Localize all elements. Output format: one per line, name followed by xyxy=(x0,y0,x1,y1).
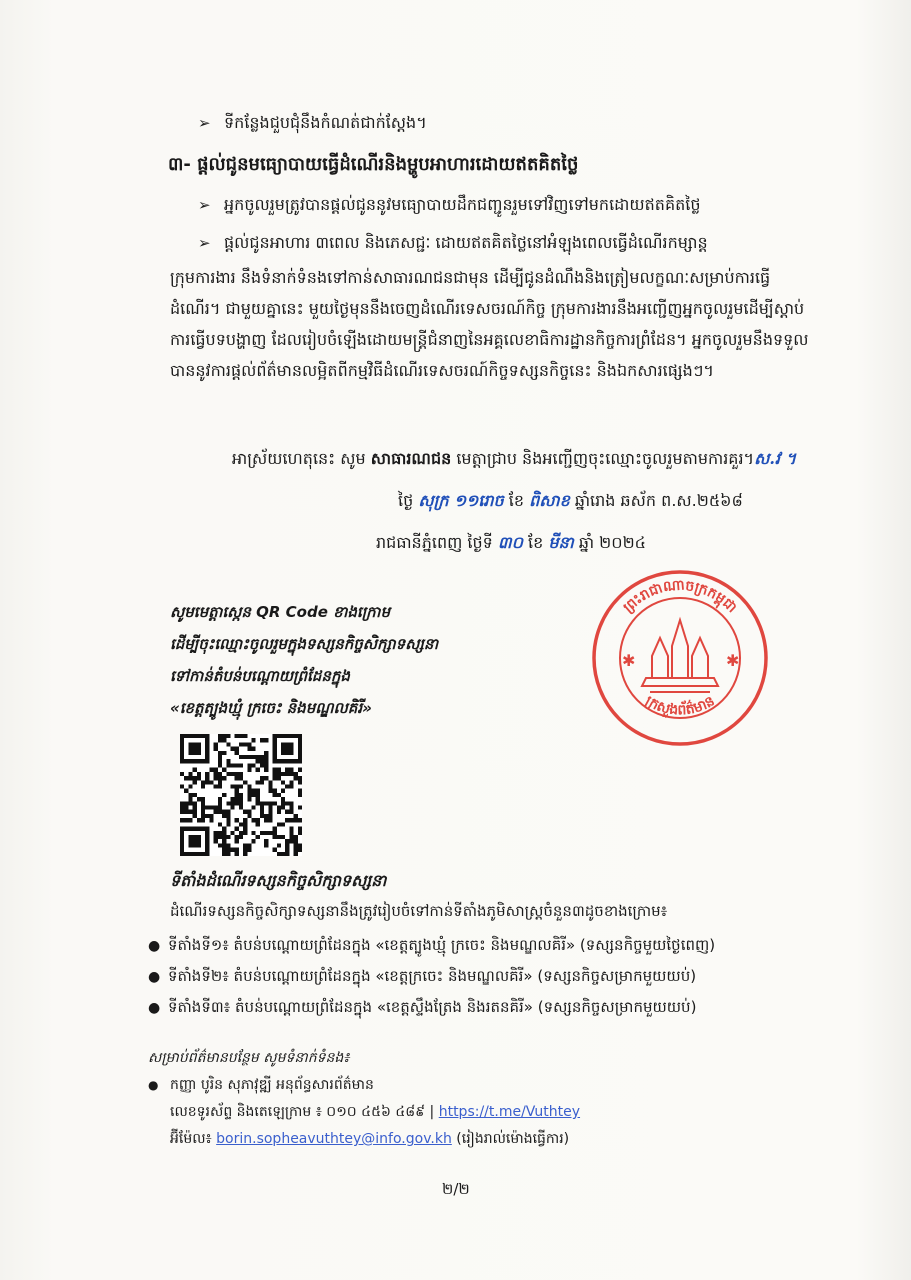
solar-prefix: រាជធានីភ្នំពេញ ថ្ងៃទី xyxy=(376,533,493,552)
contact-email-label: អ៊ីម៉ែល៖ xyxy=(170,1131,212,1147)
notice-public: សាធារណជន xyxy=(370,449,452,468)
svg-text:ព្រះរាជាណាចក្រកម្ពុជា: ព្រះរាជាណាចក្រកម្ពុជា xyxy=(620,577,740,617)
lunar-prefix: ថ្ងៃ xyxy=(398,491,414,510)
section3-sub2 xyxy=(198,232,708,256)
solar-date-line xyxy=(376,532,646,556)
dot-bullet-icon: ● xyxy=(148,1000,161,1016)
location-item xyxy=(148,936,715,958)
qr-caption-line: ទៅកាន់តំបន់បណ្តោយព្រំដែនក្នុង xyxy=(170,667,350,685)
email-link[interactable]: borin.sopheavuthtey@info.gov.kh xyxy=(216,1131,452,1147)
svg-text:✱: ✱ xyxy=(726,651,740,670)
location-item-text: ទីតាំងទី២៖ តំបន់បណ្តោយព្រំដែនក្នុង «ខេត្តក្រចេះ និងមណ្ឌលគិរី» (ទស្សនកិច្ចសម្រាកមួយយប់) xyxy=(168,967,697,985)
solar-day-handwritten: ៣០ xyxy=(497,533,523,552)
lunar-month-prefix: ខែ xyxy=(508,491,524,510)
solar-month-handwritten: មីនា xyxy=(548,533,574,552)
dot-bullet-icon: ● xyxy=(148,1078,159,1092)
dot-bullet-icon: ● xyxy=(148,969,161,985)
location-item xyxy=(148,998,696,1020)
notice-prefix: អាស្រ័យហេតុនេះ សូម xyxy=(232,449,366,468)
page-number: ២/២ xyxy=(442,1180,470,1198)
qr-caption-line: «ខេត្តត្បូងឃ្មុំ ក្រចេះ និងមណ្ឌលគិរី» xyxy=(170,699,372,717)
contact-email-note: (រៀងរាល់ម៉ោងធ្វើការ) xyxy=(456,1131,570,1147)
location-item xyxy=(148,967,696,989)
contact-email-line xyxy=(170,1129,569,1150)
solar-month-prefix: ខែ xyxy=(528,533,544,552)
contact-title: សម្រាប់ព័ត៌មានបន្ថែម សូមទំនាក់ទំនង៖ xyxy=(148,1050,350,1066)
qr-caption-line: ដើម្បីចុះឈ្មោះចូលរួមក្នុងទស្សនកិច្ចសិក្សាទស្សនា xyxy=(170,635,439,653)
lunar-suffix: ឆ្នាំរោង ឆស័ក ព.ស.២៥៦៨ xyxy=(574,491,743,510)
qr-caption xyxy=(170,596,438,724)
arrow-bullet-icon: ➢ xyxy=(198,234,211,252)
registration-qr-code[interactable] xyxy=(180,734,302,856)
section3-sub1 xyxy=(198,194,700,218)
venue-bullet xyxy=(198,112,427,136)
lunar-day-handwritten: សុក្រ ១១រោច xyxy=(418,491,504,510)
telegram-link[interactable]: https://t.me/Vuthtey xyxy=(438,1104,581,1120)
sub2-text: ផ្តល់ជូនអាហារ ៣ពេល និងភេសជ្ជៈ ដោយឥតគិតថ្លៃនៅអំឡុងពេលធ្វើដំណើរកម្សាន្ត xyxy=(224,233,708,252)
locations-intro: ដំណើរទស្សនកិច្ចសិក្សាទស្សនានឹងត្រូវរៀបចំទៅកាន់ទីតាំងភូមិសាស្ត្រចំនួន៣ដូចខាងក្រោម៖ xyxy=(170,902,668,920)
body-paragraph: ក្រុមការងារ នឹងទំនាក់ទំនងទៅកាន់សាធារណជនជាមុន ដើម្បីជូនដំណឹងនិងត្រៀមលក្ខណៈសម្រាប់ការធ្វើដំណើរ។ ជាមួយគ្នានេះ មួយថ្ងៃមុននឹងចេញដំណើរទេសចរណ៍កិច្ច ក្រុមការងារនឹងអញ្ជើញអ្នកចូលរួមដើម្បីស្តាប់ការធ្វើបទបង្ហាញ ដែលរៀបចំឡើងដោយមន្ត្រីជំនាញនៃអគ្គលេខាធិការដ្ឋានកិច្ចការព្រំដែន។ អ្នកចូលរួមនឹងទទួលបាននូវការផ្តល់ព័ត៌មានលម្អិតពីកម្មវិធីដំណើរទេសចរណ៍កិច្ចទស្សនកិច្ចនេះ និងឯកសារផ្សេងៗ។ xyxy=(170,268,809,380)
dot-bullet-icon: ● xyxy=(148,938,161,954)
svg-text:✱: ✱ xyxy=(622,651,636,670)
contact-name: កញ្ញា បូរិន សុភាវុឌ្ឍី អនុព័ន្ធសារព័ត៌មាន xyxy=(170,1077,374,1093)
qr-caption-line: សូមមេត្តាស្កេន QR Code ខាងក្រោម xyxy=(170,603,390,621)
contact-phone-line xyxy=(170,1102,580,1123)
lunar-month-handwritten: ពិសាខ xyxy=(529,491,570,510)
arrow-bullet-icon: ➢ xyxy=(198,114,211,132)
location-item-text: ទីតាំងទី១៖ តំបន់បណ្តោយព្រំដែនក្នុង «ខេត្តត្បូងឃ្មុំ ក្រចេះ និងមណ្ឌលគិរី» (ទស្សនកិច្ចមួយថ្ងៃពេញ) xyxy=(168,936,716,954)
venue-text: ទីកន្លែងជួបជុំនឹងកំណត់ជាក់ស្តែង។ xyxy=(224,113,427,132)
locations-title: ទីតាំងដំណើរទស្សនកិច្ចសិក្សាទស្សនា xyxy=(170,871,387,890)
section3-heading: ៣- ផ្តល់ជូនមធ្យោបាយធ្វើដំណើរនិងម្ហូបអាហារដោយឥតគិតថ្លៃ xyxy=(168,154,579,175)
sub1-text: អ្នកចូលរួមត្រូវបានផ្តល់ជូននូវមធ្យោបាយដឹកជញ្ជូនរួមទៅវិញទៅមកដោយឥតគិតថ្លៃ xyxy=(224,195,701,214)
svg-text:ក្រសួងព័ត៌មាន: ក្រសួងព័ត៌មាន xyxy=(642,693,718,719)
notice-line xyxy=(232,448,796,472)
lunar-date-line xyxy=(398,490,743,514)
official-stamp-seal xyxy=(590,568,770,748)
notice-suffix: មេត្តាជ្រាប និងអញ្ជើញចុះឈ្មោះចូលរួមតាមការគួរ។ xyxy=(456,449,755,468)
contact-phone: លេខទូរស័ព្ទ និងតេឡេក្រាម ៖ ០១០ ៤៥៦ ៤៨៩ | xyxy=(170,1104,435,1120)
arrow-bullet-icon: ➢ xyxy=(198,196,211,214)
contact-name-line xyxy=(148,1075,374,1096)
handwritten-initials: ស.វ ។ xyxy=(754,449,797,468)
location-item-text: ទីតាំងទី៣៖ តំបន់បណ្តោយព្រំដែនក្នុង «ខេត្តស្ទឹងត្រែង និងរតនគិរី» (ទស្សនកិច្ចសម្រាកមួយយប់) xyxy=(168,998,697,1016)
solar-suffix: ឆ្នាំ ២០២៤ xyxy=(578,533,647,552)
